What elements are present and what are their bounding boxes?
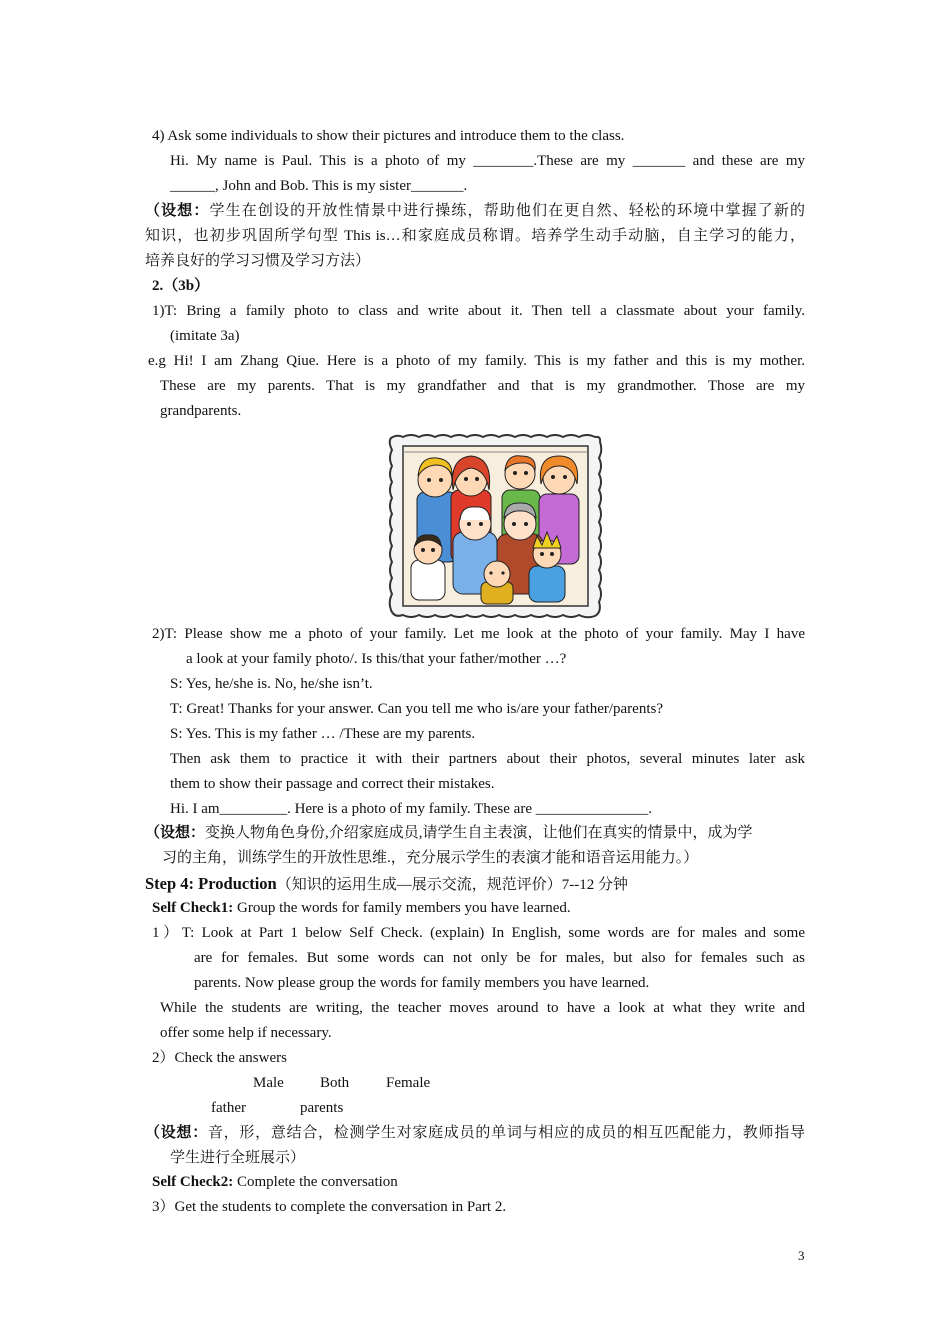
design-note-2: [145, 823, 753, 843]
dialogue-s-1: S: Yes, he/she is. No, he/she isn’t.: [170, 676, 373, 692]
page-number: 3: [798, 1248, 805, 1263]
example-line-3: grandparents.: [160, 403, 242, 419]
example-line-2: These are my parents. That is my grandfather and that is my grandmother. Those are my: [160, 378, 805, 394]
line-part1-1: 1）T: Look at Part 1 below Self Check. (explain) In English, some words are for males and some: [152, 925, 805, 941]
self-check-1-text: Group the words for family members you have learned.: [233, 900, 571, 916]
answer-father: father: [211, 1100, 246, 1116]
design-note-label: （设想：: [145, 825, 206, 841]
design-note-3-line2: 学生进行全班展示）: [170, 1150, 306, 1166]
line-while-writing-1: While the students are writing, the teacher moves around to have a look at what they write and: [160, 1000, 805, 1016]
design-note-label: （设想：: [145, 1125, 208, 1141]
line-bring-photo: 1)T: Bring a family photo to class and write about it. Then tell a classmate about your family.: [152, 303, 805, 319]
design-note-text: 变换人物角色身份,介绍家庭成员,请学生自主表演，让他们在真实的情景中，成为学: [205, 825, 753, 841]
example-line-1: e.g Hi! I am Zhang Qiue. Here is a photo of my family. This is my father and this is my mother.: [148, 353, 805, 369]
self-check-2: [152, 1172, 398, 1192]
line-fill-template: Hi. I am_________. Here is a photo of my family. These are _______________.: [170, 801, 652, 817]
self-check-1: [152, 898, 571, 918]
design-note-2-line2: 习的主角，训练学生的开放性思维.，充分展示学生的表演才能和语音运用能力。）: [162, 850, 699, 866]
line-4-ask-individuals: 4) Ask some individuals to show their pictures and introduce them to the class.: [152, 128, 625, 144]
self-check-1-label: Self Check1:: [152, 900, 234, 916]
self-check-2-label: Self Check2:: [152, 1174, 234, 1190]
line-part1-3: parents. Now please group the words for family members you have learned.: [194, 975, 650, 991]
column-header-male: Male: [253, 1075, 284, 1091]
line-show-photo-1: 2)T: Please show me a photo of your family. Let me look at the photo of your family. May I have: [152, 626, 805, 642]
step4-heading: [145, 874, 628, 895]
line-practice-1: Then ask them to practice it with their partners about their photos, several minutes later ask: [170, 751, 805, 767]
section-3b-heading: 2.（3b）: [152, 278, 210, 294]
design-note-label: （设想：: [145, 203, 210, 219]
line-complete-conversation: 3）Get the students to complete the conversation in Part 2.: [152, 1199, 507, 1215]
design-note-1-line3: 培养良好的学习习惯及学习方法）: [145, 253, 371, 269]
design-note-text: 学生在创设的开放性情景中进行操练，帮助他们在更自然、轻松的环境中掌握了新的: [209, 203, 805, 219]
column-header-female: Female: [386, 1075, 431, 1091]
column-header-both: Both: [320, 1075, 350, 1091]
line-imitate: (imitate 3a): [170, 328, 240, 344]
design-note-1: [145, 201, 805, 221]
self-check-2-text: Complete the conversation: [233, 1174, 398, 1190]
design-note-text: 音，形，意结合，检测学生对家庭成员的单词与相应的成员的相互匹配能力，教师指导: [207, 1125, 805, 1141]
step4-title: Step 4: Production: [145, 874, 277, 893]
step4-subtitle: （知识的运用生成—展示交流，规范评价）7--12 分钟: [276, 877, 628, 893]
dialogue-t-1: T: Great! Thanks for your answer. Can you tell me who is/are your father/parents?: [170, 701, 663, 717]
line-while-writing-2: offer some help if necessary.: [160, 1025, 332, 1041]
design-note-1-line2: 知识，也初步巩固所学句型 This is…和家庭成员称谓。培养学生动手动脑，自主学习的能力，: [145, 228, 805, 244]
family-photo-image: [387, 432, 604, 620]
line-paul-intro-1: Hi. My name is Paul. This is a photo of my ________.These are my _______ and these are my: [170, 153, 805, 169]
line-show-photo-2: a look at your family photo/. Is this/that your father/mother …?: [186, 651, 567, 667]
line-practice-2: them to show their passage and correct their mistakes.: [170, 776, 495, 792]
line-paul-intro-2: ______, John and Bob. This is my sister_______.: [170, 178, 468, 194]
design-note-3: [145, 1123, 805, 1143]
dialogue-s-2: S: Yes. This is my father … /These are my parents.: [170, 726, 476, 742]
line-check-answers: 2）Check the answers: [152, 1050, 287, 1066]
answer-parents: parents: [300, 1100, 344, 1116]
line-part1-2: are for females. But some words can not only be for males, but also for females such as: [194, 950, 805, 966]
